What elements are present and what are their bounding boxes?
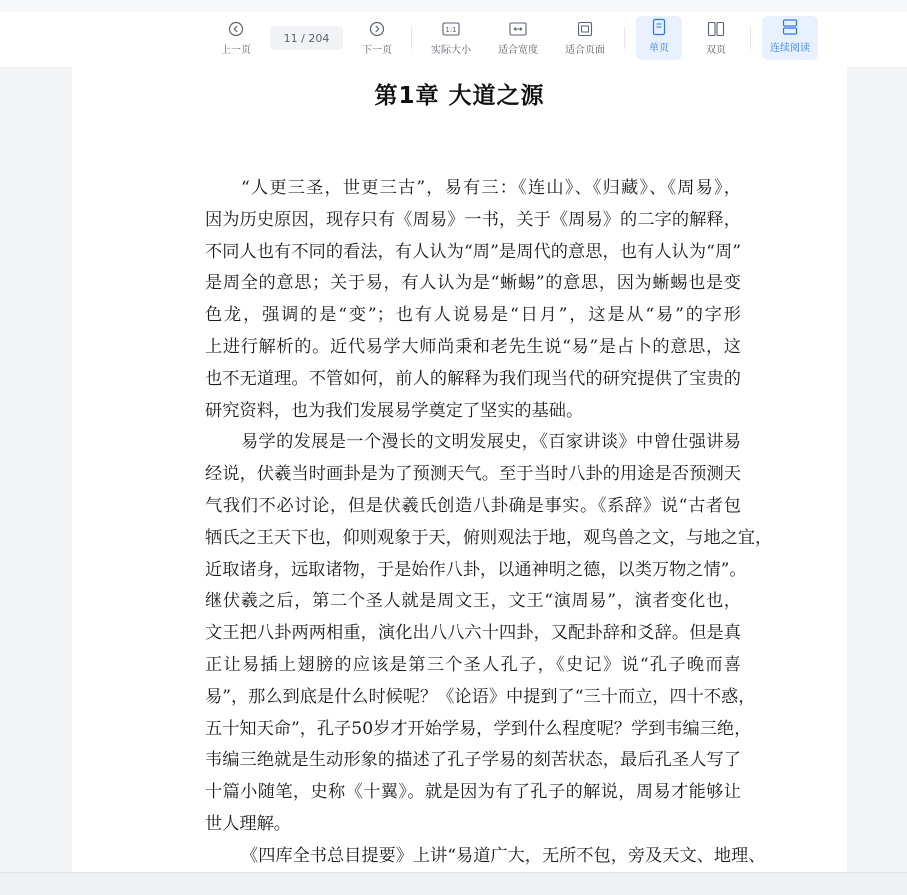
chapter-title: 第1章 大道之源 (374, 83, 545, 109)
text-line: 正让易插上翅膀的应该是第三个圣人孔子，《史记》说“孔子晚而喜 (205, 654, 741, 675)
fit-page-icon (577, 18, 593, 40)
actual-size-icon (442, 18, 460, 40)
text-line: 也不无道理。不管如何，前人的解释为我们现当代的研究提供了宝贵的 (205, 368, 741, 389)
single-page-button[interactable] (636, 16, 682, 60)
continuous-reading-label: 连续阅读 (770, 43, 810, 54)
single-page-label: 单页 (649, 43, 669, 54)
bottom-status-bar (0, 872, 907, 895)
toolbar-divider (411, 27, 412, 49)
text-line: 经说，伏羲当时画卦是为了预测天气。至于当时八卦的用途是否预测天 (205, 464, 741, 485)
text-line: 世人理解。 (205, 813, 291, 834)
next-page-label: 下一页 (362, 45, 392, 56)
document-page (72, 67, 847, 872)
text-line: 易”，那么到底是什么时候呢？《论语》中提到了“三十而立，四十不惑， (205, 686, 756, 707)
page-body-text (205, 173, 773, 873)
text-line: 韦编三绝就是生动形象的描述了孔子学易的刻苦状态，最后孔圣人写了 (205, 750, 741, 771)
page-number-input[interactable]: 11 / 204 (270, 26, 343, 50)
text-line: 近取诸身，远取诸物，于是始作八卦，以通神明之德，以类万物之情”。 (205, 559, 747, 580)
double-page-icon (707, 18, 725, 40)
prev-page-label: 上一页 (221, 45, 251, 56)
actual-size-label: 实际大小 (431, 45, 471, 56)
fit-width-label: 适合宽度 (498, 45, 538, 56)
chevron-right-circle-icon (369, 18, 385, 40)
text-line: 五十知天命”，孔子50岁才开始学易，学到什么程度呢？学到韦编三绝， (205, 718, 752, 739)
text-line: 文王把八卦两两相重，演化出八八六十四卦，又配卦辞和爻辞。但是真 (205, 623, 741, 644)
reader-toolbar (0, 0, 907, 68)
text-line: 上进行解析的。近代易学大师尚秉和老先生说“易”是占卜的意思，这 (205, 336, 741, 357)
text-line: 十篇小随笔，史称《十翼》。就是因为有了孔子的解说，周易才能够让 (205, 782, 741, 803)
text-line: 《四库全书总目提要》上讲“易道广大，无所不包，旁及天文、地理、 (241, 845, 766, 866)
continuous-reading-button[interactable] (762, 16, 818, 60)
continuous-scroll-icon (782, 16, 798, 38)
double-page-label: 双页 (706, 45, 726, 56)
text-line: 因为历史原因，现存只有《周易》一书，关于《周易》的二字的解释， (205, 209, 741, 230)
text-line: 易学的发展是一个漫长的文明发展史，《百家讲谈》中曾仕强讲易 (241, 432, 741, 453)
fit-page-label: 适合页面 (565, 45, 605, 56)
text-line: 继伏羲之后，第二个圣人就是周文王，文王“演周易”，演者变化也， (205, 591, 741, 612)
toolbar-divider (624, 27, 625, 49)
text-line: “人更三圣，世更三古”，易有三：《连山》、《归藏》、《周易》， (241, 178, 741, 198)
actual-size-button[interactable] (425, 18, 477, 62)
prev-page-button[interactable] (216, 18, 256, 62)
text-line: 研究资料，也为我们发展易学奠定了坚实的基础。 (205, 400, 584, 421)
double-page-button[interactable] (696, 18, 736, 62)
fit-width-button[interactable] (492, 18, 544, 62)
svg-text:1:1: 1:1 (445, 26, 457, 34)
single-page-icon (652, 16, 666, 38)
fit-page-button[interactable] (559, 18, 611, 62)
toolbar-top-strip (0, 0, 907, 12)
text-line: 不同人也有不同的看法，有人认为“周”是周代的意思，也有人认为“周” (205, 241, 741, 262)
next-page-button[interactable] (357, 18, 397, 62)
text-line: 是周全的意思；关于易，有人认为是“蜥蜴”的意思，因为蜥蜴也是变 (205, 273, 741, 294)
text-line: 牺氏之王天下也，仰则观象于天，俯则观法于地，观鸟兽之文，与地之宜， (205, 527, 773, 548)
text-line: 气我们不必讨论，但是伏羲氏创造八卦确是事实。《系辞》说“古者包 (205, 495, 741, 516)
text-line: 色龙，强调的是“变”；也有人说易是“日月”，这是从“易”的字形 (205, 305, 741, 326)
toolbar-divider (750, 27, 751, 49)
fit-width-icon (509, 18, 527, 40)
chevron-left-circle-icon (228, 18, 244, 40)
